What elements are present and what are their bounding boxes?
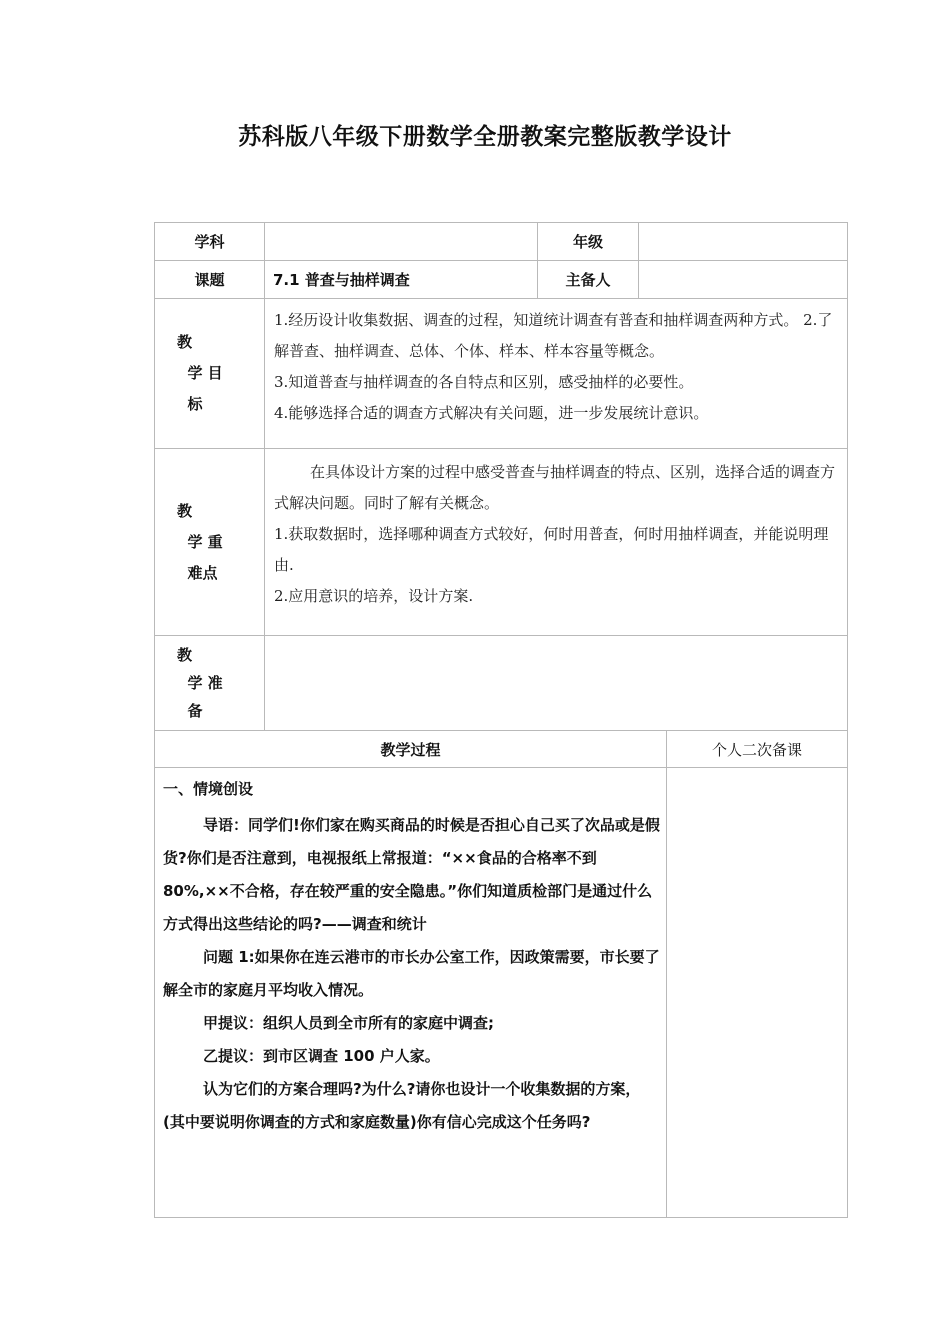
keypoint-line: 1.获取数据时，选择哪种调查方式较好，何时用普查，何时用抽样调查，并能说明理由. [274, 525, 829, 574]
grade-label: 年级 [538, 223, 639, 261]
keypoints-label: 教 学 重 难点 [155, 449, 265, 636]
keypoints-content [265, 449, 848, 636]
preparation-value [265, 636, 848, 731]
objectives-content [265, 299, 848, 449]
topic-value: 7.1 普查与抽样调查 [265, 261, 538, 299]
subject-label: 学科 [155, 223, 265, 261]
page-title: 苏科版八年级下册数学全册教案完整版教学设计 [238, 124, 732, 150]
process-content [155, 768, 667, 1218]
preparation-label: 教 学 准 备 [155, 636, 265, 731]
personal-notes-area [667, 768, 848, 1218]
preparer-label: 主备人 [538, 261, 639, 299]
lesson-info-table [154, 222, 848, 731]
objective-line: 1.经历设计收集数据、调查的过程，知道统计调查有普查和抽样调查两种方式。 2.了解普查、抽样调查、总体、个体、样本、样本容量等概念。 [274, 311, 833, 360]
process-paragraph: 认为它们的方案合理吗?为什么?请你也设计一个收集数据的方案，(其中要说明你调查的方式和家庭数量)你有信心完成这个任务吗? [163, 1080, 641, 1131]
objective-line: 3.知道普查与抽样调查的各自特点和区别，感受抽样的必要性。 [274, 373, 694, 391]
topic-label: 课题 [155, 261, 265, 299]
keypoint-line: 2.应用意识的培养，设计方案. [274, 587, 474, 605]
teaching-process-table [154, 730, 848, 1218]
section-title: 一、情境创设 [163, 780, 254, 798]
objectives-label: 教 学 目 标 [155, 299, 265, 449]
process-paragraph: 导语：同学们!你们家在购买商品的时候是否担心自己买了次品或是假货?你们是否注意到，电视报纸上常报道：“××食品的合格率不到80%,××不合格，存在较严重的安全隐患。”你们知道质检部门是通过什么方式得出这些结论的吗?——调查和统计 [163, 816, 660, 933]
keypoint-line: 在具体设计方案的过程中感受普查与抽样调查的特点、区别，选择合适的调查方式解决问题。同时了解有关概念。 [274, 463, 836, 512]
preparer-value [639, 261, 848, 299]
objective-line: 4.能够选择合适的调查方式解决有关问题，进一步发展统计意识。 [274, 404, 709, 422]
grade-value [639, 223, 848, 261]
process-header: 教学过程 [155, 731, 667, 768]
process-paragraph: 乙提议：到市区调查 100 户人家。 [203, 1047, 440, 1065]
process-paragraph: 甲提议：组织人员到全市所有的家庭中调查; [203, 1014, 495, 1032]
personal-notes-header: 个人二次备课 [667, 731, 848, 768]
subject-value [265, 223, 538, 261]
process-paragraph: 问题 1:如果你在连云港市的市长办公室工作，因政策需要，市长要了解全市的家庭月平均收入情况。 [163, 948, 660, 999]
